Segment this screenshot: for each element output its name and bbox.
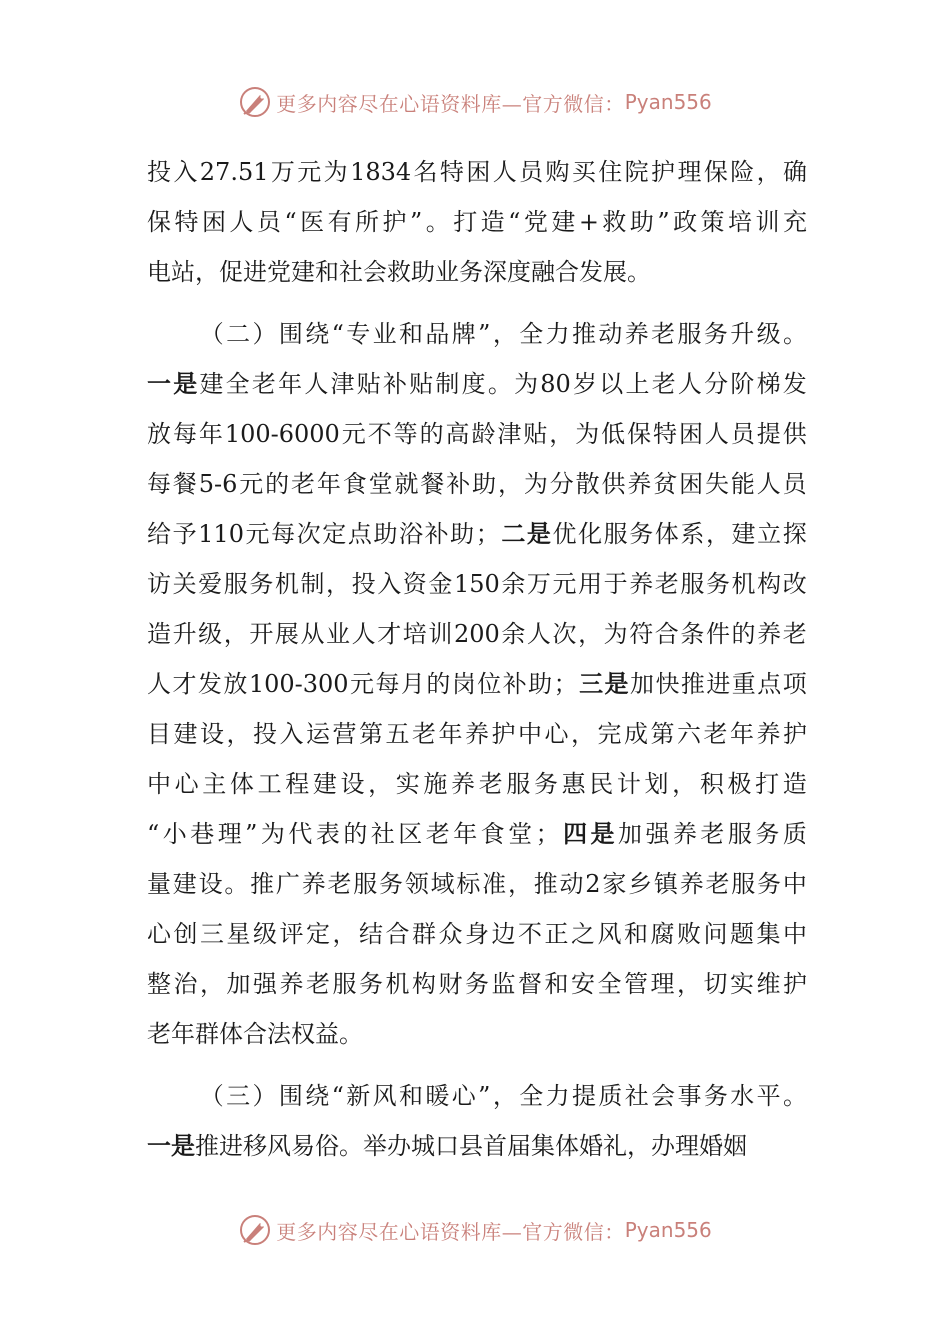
text-line: （ 二 ） 围 绕 “ 专 业 和 品 牌 ” ， 全 力 推 动 养 老 服 务 升 级 。 xyxy=(199,320,807,348)
document-body xyxy=(147,147,807,1171)
header-banner-text: 更多内容尽在心语资料库—官方微信： xyxy=(276,91,625,116)
pen-nib-logo-icon xyxy=(238,85,272,119)
footer-banner xyxy=(0,1210,950,1250)
text-line: 放 每 年 100-6000 元 不 等 的 高 龄 津 贴 ， 为 低 保 特 困 人 员 提 供 xyxy=(147,420,807,448)
text-line: 目 建 设 ， 投 入 运 营 第 五 老 年 养 护 中 心 ， 完 成 第 六 老 年 养 护 xyxy=(147,720,807,748)
footer-banner-text: 更多内容尽在心语资料库—官方微信： xyxy=(276,1219,625,1244)
pen-nib-logo-icon xyxy=(238,1213,272,1247)
footer-wechat-id: Pyan556 xyxy=(624,1218,712,1242)
header-banner xyxy=(0,82,950,122)
text-line: 整 治 ， 加 强 养 老 服 务 机 构 财 务 监 督 和 安 全 管 理 ， 切 实 维 护 xyxy=(147,970,807,998)
text-line: 给 予 110 元 每 次 定 点 助 浴 补 助 ； 二 是 优 化 服 务 体 系 ， 建 立 探 xyxy=(147,519,807,548)
text-line: （ 三 ） 围 绕 “ 新 风 和 暖 心 ” ， 全 力 提 质 社 会 事 务 水 平 。 xyxy=(199,1082,807,1110)
text-line: 投 入 27.51 万 元 为 1834 名 特 困 人 员 购 买 住 院 护 理 保 险 ， 确 xyxy=(147,158,807,186)
text-line: 造 升 级 ， 开 展 从 业 人 才 培 训 200 余 人 次 ， 为 符 合 条 件 的 养 老 xyxy=(147,620,807,648)
text-line: 人 才 发 放 100-300 元 每 月 的 岗 位 补 助 ； 三 是 加 快 推 进 重 点 项 xyxy=(147,669,807,698)
text-line: 电 站 ， 促 进 党 建 和 社 会 救 助 业 务 深 度 融 合 发 展 。 xyxy=(147,258,651,286)
text-line: 老 年 群 体 合 法 权 益 。 xyxy=(147,1020,363,1048)
text-line: 一 是 推 进 移 风 易 俗 。 举 办 城 口 县 首 届 集 体 婚 礼 ， 办 理 婚 姻 xyxy=(147,1131,747,1160)
text-line: 访 关 爱 服 务 机 制 ， 投 入 资 金 150 余 万 元 用 于 养 老 服 务 机 构 改 xyxy=(147,570,807,598)
text-line: 保 特 困 人 员 “ 医 有 所 护 ” 。 打 造 “ 党 建 + 救 助 ” 政 策 培 训 充 xyxy=(147,208,807,236)
text-line: 一 是 建 全 老 年 人 津 贴 补 贴 制 度 。 为 80 岁 以 上 老 人 分 阶 梯 发 xyxy=(147,369,807,398)
text-line: 量 建 设 。 推 广 养 老 服 务 领 域 标 准 ， 推 动 2 家 乡 镇 养 老 服 务 中 xyxy=(147,870,807,898)
text-line: 中 心 主 体 工 程 建 设 ， 实 施 养 老 服 务 惠 民 计 划 ， 积 极 打 造 xyxy=(147,770,807,798)
text-line: 每 餐 5-6 元 的 老 年 食 堂 就 餐 补 助 ， 为 分 散 供 养 贫 困 失 能 人 员 xyxy=(147,470,807,498)
header-wechat-id: Pyan556 xyxy=(624,90,712,114)
text-line: “ 小 巷 理 ” 为 代 表 的 社 区 老 年 食 堂 ； 四 是 加 强 养 老 服 务 质 xyxy=(147,819,807,848)
text-line: 心 创 三 星 级 评 定 ， 结 合 群 众 身 边 不 正 之 风 和 腐 败 问 题 集 中 xyxy=(147,920,807,948)
